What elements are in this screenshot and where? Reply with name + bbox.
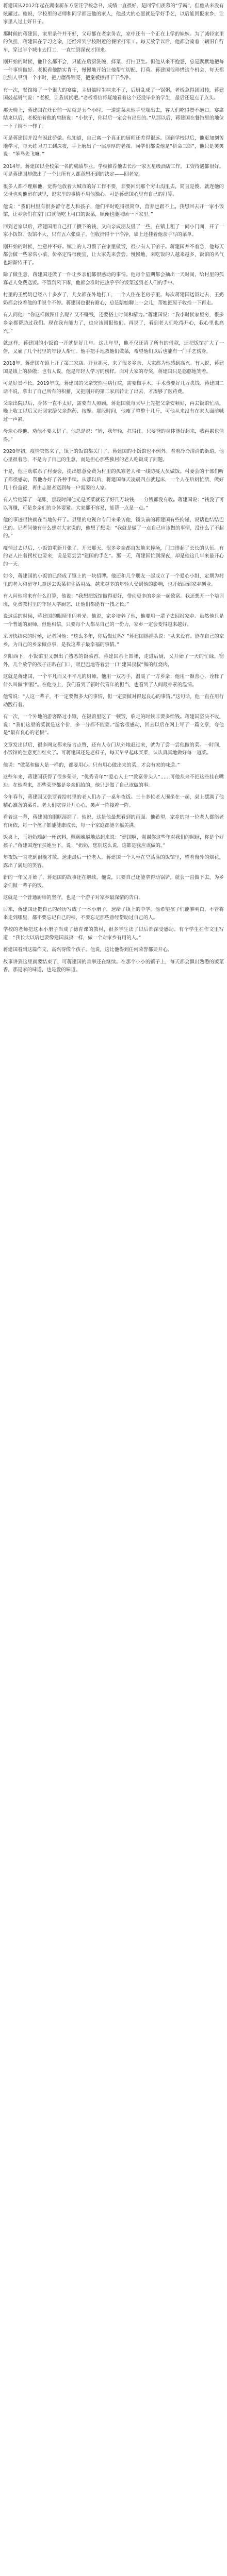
paragraph: 那天晚上，蒋建国在灶台前一站就是五个小时，一道道菜从他手里端出去，客人们吃得赞不绝口。宴席结束以后，老板拍着他的肩膀说：“小伙子，你以后一定会有出息的。”从那以后，蒋建国在餐馆里的地位一下子就不一样了。 (3, 107, 224, 129)
paragraph: 蒋建国从2012年起在湖南新东方烹饪学校念书，成绩一直很好，是同学们羡慕的“学霸”，但他从来没有炫耀过。他说，学校里的老师和同学都是他的家人，他最大的心愿就是学好手艺，以后能回报家乡，让家里人过上好日子。 (3, 3, 224, 25)
paragraph: 疫情过去以后，小饭馆重新开张了。开张那天，很多乡亲都自发地来捧场，门口排起了长长的队伍。有的老人拄着拐杖也要来，说是要尝尝“建国的手艺”。那一天，蒋建国忙到深夜，却是他这几年来最开心的一天。 (3, 545, 224, 567)
paragraph: 有一次，一个外地的游客路过小镇，在饭馆里吃了一顿饭，临走的时候非要多给钱。蒋建国坚决不收，说：“我们这里的菜就是这个价，多一分都不能要。”游客很感动，回去以后在网上写了一篇文章，夸他是“最有良心的老板”。 (3, 714, 224, 736)
paragraph: 那时候的蒋建国，家里条件并不好，父母都在老家务农，家中还有一个正在上学的妹妹。为了减轻家里的负担，蒋建国在学习之余，还经常到学校附近的餐馆打零工。每天放学以后，他都会骑着一辆旧自行车，穿过半个城市去打工，一直忙到深夜才回来。 (3, 31, 224, 53)
paragraph: 有人问他将来有什么打算，他说：“我想把饭馆做得更好，带动更多的乡亲一起致富。我还想开一个培训班，免费教村里的年轻人学厨艺，让他们都能有一技之长。” (3, 594, 224, 607)
paragraph: 有人给他算了一笔账，那段时间他光是买菜就花了好几万块钱，一分钱都没有收。蒋建国说：“钱没了可以再赚，可是乡亲们的身体要紧。大家都不容易，能帮一点是一点。” (3, 497, 224, 511)
paragraph: 他的事迹很快就在当地传开了。县里的电视台专门来采访他，镜头前的蒋建国有些拘谨，说话也结结巴巴的。记者问他有什么想对大家说的，他想了想说：“我就是做了一点自己应该做的事情，没什么了不起的。” (3, 517, 224, 539)
paragraph: 这就是一个普通厨师的坚守，也是一个游子对家乡最深情的告白。 (3, 894, 143, 901)
paragraph: 如今，蒋建国的小饭馆已经成了镇上的一块招牌。他还和几个朋友一起成立了一个爱心小组，定期为村里的老人和留守儿童送去饭菜和生活用品。越来越多的年轻人受到他的影响，也开始回到家乡创业。 (3, 573, 224, 587)
paragraph: 2020年初，疫情突然来了，镇上的饭馆都关门了。蒋建国的小饭馆也不例外。看着冷冷清清的街道，他心里很着急，不是为了自己的生意，而是担心那些独居的老人吃饭成了问题。 (3, 449, 224, 463)
paragraph: 2014年，蒋建国以全校第一名的成绩毕业。学校推荐他去长沙一家五星级酒店工作，工资待遇都很好。可是蒋建国却做出了一个让所有人都意想不到的决定——回老家。 (3, 163, 224, 178)
paragraph: 后来，蒋建国还把自己的经历写成了一本小册子，送给了镇上的中学。他希望孩子们能够明白，不管将来走到哪里，都不要忘记自己的根，不要忘记那些曾经帮助过自己的人。 (3, 907, 224, 921)
paragraph: 除了做生意，蒋建国还做了一件让乡亲们都很感动的事情。他每个星期都会抽出一天时间，给村里的孤寡老人免费送饭。不管刮风下雨，他都会准时把热乎乎的饭菜送到老人们的手中。 (3, 272, 224, 286)
paragraph: 于是，他主动联系了村委会，提出愿意免费为村里的孤寡老人和一线防疫人员做饭。村委会的干部们听了都很感动，帮他办好了各种手续。从那以后，蒋建国每天凌晨四点就起床，一个人在后厨忙活，做好几十份盒饭，再由志愿者送到每一户需要的人家。 (3, 469, 224, 491)
paragraph: 村里的王奶奶已经八十多岁了，儿女都在外地打工，一个人住在老房子里。每次蒋建国送饭过去，王奶奶都会拉着他的手说个不停。蒋建国也很有耐心，总是陪她聊上一会儿，帮她把屋子收拾一下再走。 (3, 292, 224, 306)
paragraph: 看着这一幕，蒋建国的眼眶湿润了。他说，这是他最想看到的画面。他希望，家乡的每一位老人都能老有所依，每一个孩子都能健康成长，每一个家庭都能幸福美满。 (3, 814, 224, 828)
paragraph: 刚开始的时候，生意并不好。镇上的人习惯了在家里做饭，很少有人下馆子。蒋建国并不着急，他每天都会做一些家常小菜，价格定得很便宜，让大家先来尝尝。慢慢地，来吃饭的人越来越多，饭馆的名气也渐渐传开了。 (3, 244, 224, 266)
paragraph: 夕阳西下，小饭馆里又飘出了熟悉的饭菜香。蒋建国系上围裙，走进后厨，又开始了一天的忙碌。窗外，几个放学的孩子正趴在门口，眼巴巴地等着尝一口“建国叔叔”做的红烧肉。 (3, 654, 224, 668)
paragraph: 采访快结束的时候，记者问他：“这么多年，你后悔过吗？”蒋建国摇摇头说：“从来没有。能在自己的家乡，为自己的乡亲做点事，是我这辈子最幸福的事情。” (3, 634, 224, 648)
article-body (0, 2, 227, 974)
paragraph: 可是蒋建国并没有因此骄傲。他知道，自己离一个真正的厨师还差得很远。回到学校以后，他更加刻苦地学习，每天练习刀工到深夜，手上磨出了一层厚厚的老茧。同学们都说他是“拼命三郎”，他只是笑笑说：“笨鸟先飞嘛。” (3, 135, 224, 158)
paragraph: 新的一年又开始了，蒋建国的故事还在继续。他说，只要自己还能拿得动锅铲，就会一直做下去，为乡亲们做一辈子的饭。 (3, 874, 224, 889)
paragraph: 回到老家以后，蒋建国用自己打工攒下的钱，又向亲戚朋友借了一些，在镇上租了一间小门面，开了一家小饭馆。饭馆不大，只有五六张桌子，但收拾得干干净净，墙上还挂着他亲手写的菜单。 (3, 224, 224, 238)
paragraph: 他常说：“人这一辈子，不一定要做多大的事情，但一定要做对得起良心的事情。”这句话，他一直在用行动践行着。 (3, 694, 224, 708)
paragraph: 有一次，餐馆接了一个很大的宴席，主厨临时生病来不了，后厨乱成了一锅粥。老板急得团团转，蒋建国鼓起勇气说：“老板，让我试试吧。”老板将信将疑地看着这个还没毕业的学生，最后还是点了点头。 (3, 87, 224, 101)
paragraph: 母亲心疼他，劝他不要太拼了。他总是说：“妈，我年轻，扛得住。只要爸的身体能好起来，我再累也值得。” (3, 429, 224, 443)
paragraph: 2018年，蒋建国在镇上开了第二家店。开业那天，来了很多乡亲，大家都为他感到高兴。有人说，蒋建国是镇上的骄傲；也有人说，他是年轻人学习的榜样。面对大家的夸奖，蒋建国只是憨憨地笑着。 (3, 360, 224, 375)
paragraph: 说这话的时候，蒋建国的眼睛里闪着光。他说，家乡培养了他，他要用一辈子去回报家乡。虽然他只是一个普通的厨师，但他相信，只要每个人都尽自己的一份力，家乡一定会变得越来越好。 (3, 614, 224, 628)
paragraph: 学校的老师把这本小册子当成了德育课的教材，很多学生读了以后都深受感动。有个学生在作文里写道：“我长大以后也要像建国叔叔一样，做一个对家乡有用的人。” (3, 927, 224, 941)
paragraph: 文章发出以后，很多网友都来留言点赞，还有人专门从外地赶过来，就为了尝一尝他做的菜。一时间，小饭馆的生意更加红火了。可蒋建国还是老样子，每天早早起床买菜，认认真真地做好每一道菜。 (3, 742, 224, 756)
paragraph: 很多人都不理解他，觉得他放着大城市的好工作不要，非要回到那个穷山沟里去，简直是傻。就连他的父母也劝他留在城里，说家里的事情不用他操心。可是蒋建国心里有自己的打算。 (3, 183, 224, 198)
paragraph: 可是好景不长。2019年底，蒋建国的父亲突然生病住院，需要做手术，手术费要好几万块钱。蒋建国二话不说，拿出了自己所有的积蓄，又把刚开的第二家店转让了出去，才凑够了医药费。 (3, 380, 224, 395)
paragraph: 他说：“我们村里有很多留守老人和孩子，他们平时吃得很简单，营养也跟不上。我想回去开一家小饭馆，让乡亲们在家门口就能吃上可口的饭菜，顺便也能照顾一下家里。” (3, 204, 224, 218)
paragraph: 蒋建国看到这篇作文，高兴得像个孩子。他说，这比他得到任何荣誉都要开心。 (3, 947, 173, 953)
paragraph: 年夜饭一直吃到很晚才散。送走最后一位老人，蒋建国一个人坐在空荡荡的饭馆里，望着窗外的烟花，露出了满足的笑容。 (3, 854, 224, 869)
paragraph: 这就是蒋建国，一个平凡而又不平凡的厨师。他用一双巧手，温暖了一方乡亲；他用一颗善心，诠释了什么叫做“回报”。在他身上，我们看到了新时代青年的担当，也看到了人间最朴素的温情。 (3, 674, 224, 688)
paragraph: 父亲出院以后，身体一直不太好，需要有人照顾。蒋建国就每天早上先把父亲安顿好，再去饭馆忙活，晚上收工以后又赶回家给父亲熬药、按摩。那段时间，他瘦了整整十几斤，可他从来没有在家人面前喊过一声累。 (3, 400, 224, 423)
paragraph: 刚开始的时候，他什么都不会，只能在后厨洗碗、择菜、打扫卫生。但他从来不抱怨，总是默默地把每一件事情做好。老板看他踏实肯干，慢慢地开始让他帮忙切配、打荷。蒋建国很珍惜这个机会，每天都比别人早到一个小时，把刀磨得锃亮，把案板擦得干干净净。 (3, 59, 224, 81)
paragraph: 这些年来，蒋建国获得了很多荣誉，“优秀青年”“爱心人士”“致富带头人”……可他从来不把这些挂在嘴边。在他看来，那些荣誉都是乡亲们给的，他只是做了自己该做的事。 (3, 774, 224, 788)
paragraph: 他说：“做菜和做人是一样的，都要用心。只有用心做出来的菜，才会有家的味道。” (3, 762, 180, 768)
paragraph: 就这样，蒋建国的小饭馆一开就是好几年。这几年里，他不仅还清了所有的借款，还把饭馆扩大了一倍，又雇了几个村里的年轻人帮忙。他手把手地教他们做菜，希望他们以后也能有一门手艺傍身。 (3, 340, 224, 354)
paragraph: 饭桌上，王奶奶端起一杯饮料，颤颤巍巍地站起来说：“建国啊，谢谢你这些年对我们的照顾，你是个好孩子。”蒋建国连忙扶她坐下，说：“奶奶，您别这么说，这都是我应该做的。” (3, 834, 224, 849)
paragraph: 故事讲到这里就要结束了，可蒋建国的善举还在继续。在那个小小的镇子上，每天都会飘出熟悉的饭菜香，那是家的味道，也是爱的味道。 (3, 959, 224, 973)
paragraph: 今年春节，蒋建国又张罗着给村里的老人们办了一桌年夜饭。三十多位老人围坐在一起，桌上摆满了他精心准备的菜肴。老人们吃得开开心心，笑声一阵接着一阵。 (3, 794, 224, 808)
paragraph: 有人问他：“你这样做图什么呢？又不赚钱，还要搭上时间和精力。”蒋建国说：“我小时候家里穷，很多乡亲都帮助过我们。现在我有能力了，也应该回报他们。再说了，看到老人们吃得开心，我心里也高兴。” (3, 312, 224, 334)
